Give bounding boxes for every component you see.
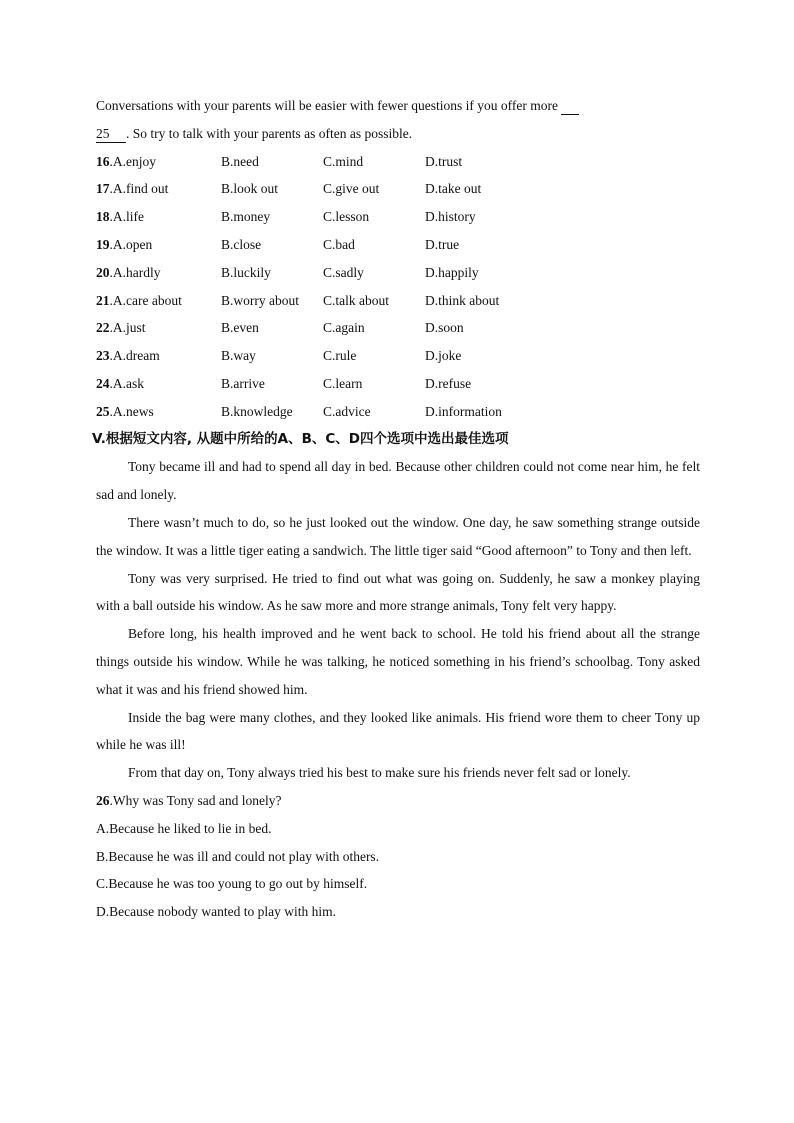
question-stem — [96, 787, 700, 815]
exam-page — [92, 92, 700, 926]
passage-paragraph: Before long, his health improved and he went back to school. He told his friend about all the strange things outside his window. While he was talking, he noticed something in his friend’s schoolbag. Tony asked what it was and his friend showed him. — [96, 626, 700, 697]
option-d: D.refuse — [425, 375, 472, 391]
option-d: D.soon — [425, 320, 464, 336]
option-a: .A.care about — [109, 292, 182, 308]
question-number: 25 — [96, 403, 110, 419]
option-d: D.true — [425, 236, 460, 252]
intro-text-1: Conversations with your parents will be easier with fewer questions if you offer more — [96, 98, 559, 113]
question-number: 26 — [96, 792, 110, 808]
blank-number: 25 — [96, 126, 126, 143]
option-a: .A.open — [109, 236, 153, 252]
option-c: C.lesson — [323, 209, 370, 225]
option-d: D.take out — [425, 181, 482, 197]
option-c: C.again — [323, 320, 365, 336]
question-number: 18 — [96, 209, 110, 225]
option-b: B.close — [221, 236, 262, 252]
option-a: .A.dream — [109, 348, 160, 364]
passage-paragraph: There wasn’t much to do, so he just looked out the window. One day, he saw something strange outside the window. It was a little tiger eating a sandwich. The little tiger said “Good afternoon” to Tony and then left. — [96, 514, 700, 558]
option-a: .A.ask — [109, 375, 144, 391]
question-number: 23 — [96, 348, 110, 364]
option-b: B.worry about — [221, 292, 299, 308]
reading-passage — [96, 453, 700, 787]
option-row — [96, 398, 700, 426]
answer-choice-a: A.Because he liked to lie in bed. — [96, 820, 272, 836]
option-row — [96, 342, 700, 370]
passage-paragraph: Tony became ill and had to spend all day in bed. Because other children could not come near him, he felt sad and lonely. — [96, 459, 700, 503]
option-b: B.luckily — [221, 264, 271, 280]
option-b: B.arrive — [221, 375, 265, 391]
option-a: .A.find out — [109, 181, 169, 197]
intro-text-2: . So try to talk with your parents as often as possible. — [126, 125, 413, 141]
option-c: C.give out — [323, 181, 380, 197]
question-number: 17 — [96, 181, 110, 197]
option-c: C.bad — [323, 236, 355, 252]
option-row — [96, 314, 700, 342]
option-row — [96, 231, 700, 259]
question-number: 20 — [96, 264, 110, 280]
option-c: C.talk about — [323, 292, 389, 308]
answer-blank — [561, 98, 579, 115]
option-d: D.history — [425, 209, 476, 225]
question-number: 22 — [96, 320, 110, 336]
answer-choice-d: D.Because nobody wanted to play with him. — [96, 904, 336, 920]
option-c: C.learn — [323, 375, 363, 391]
option-d: D.joke — [425, 348, 462, 364]
question-number: 21 — [96, 292, 110, 308]
option-d: D.trust — [425, 153, 463, 169]
option-b: B.knowledge — [221, 403, 293, 419]
question-number: 24 — [96, 375, 110, 391]
question-number: 19 — [96, 236, 110, 252]
answer-choice-c: C.Because he was too young to go out by himself. — [96, 876, 368, 892]
option-a: .A.life — [109, 209, 144, 225]
option-d: D.happily — [425, 264, 479, 280]
option-c: C.sadly — [323, 264, 364, 280]
option-row — [96, 259, 700, 287]
intro-line-2 — [96, 120, 700, 148]
answer-choice-b: B.Because he was ill and could not play with others. — [96, 848, 380, 864]
option-d: D.information — [425, 403, 502, 419]
intro-line-1 — [96, 92, 700, 120]
option-a: .A.news — [109, 403, 154, 419]
options-list — [96, 148, 700, 426]
option-a: .A.just — [109, 320, 146, 336]
option-row — [96, 287, 700, 315]
option-row — [96, 203, 700, 231]
passage-paragraph: Inside the bag were many clothes, and they looked like animals. His friend wore them to cheer Tony up while he was ill! — [96, 709, 700, 753]
question-text: .Why was Tony sad and lonely? — [109, 792, 282, 808]
option-a: .A.hardly — [109, 264, 161, 280]
option-row — [96, 175, 700, 203]
option-b: B.money — [221, 209, 271, 225]
option-b: B.look out — [221, 181, 279, 197]
passage-paragraph: Tony was very surprised. He tried to find out what was going on. Suddenly, he saw a monkey playing with a ball outside his window. As he saw more and more strange animals, Tony felt very happy. — [96, 570, 700, 614]
question-number: 16 — [96, 153, 110, 169]
option-b: B.way — [221, 348, 256, 364]
option-c: C.mind — [323, 153, 364, 169]
option-c: C.advice — [323, 403, 371, 419]
passage-paragraph: From that day on, Tony always tried his best to make sure his friends never felt sad or lonely. — [128, 765, 631, 781]
option-b: B.need — [221, 153, 259, 169]
option-row — [96, 148, 700, 176]
option-a: .A.enjoy — [109, 153, 156, 169]
section-title: V.根据短文内容, 从题中所给的A、B、C、D四个选项中选出最佳选项 — [92, 430, 509, 447]
option-row — [96, 370, 700, 398]
option-b: B.even — [221, 320, 259, 336]
option-c: C.rule — [323, 348, 357, 364]
option-d: D.think about — [425, 292, 500, 308]
